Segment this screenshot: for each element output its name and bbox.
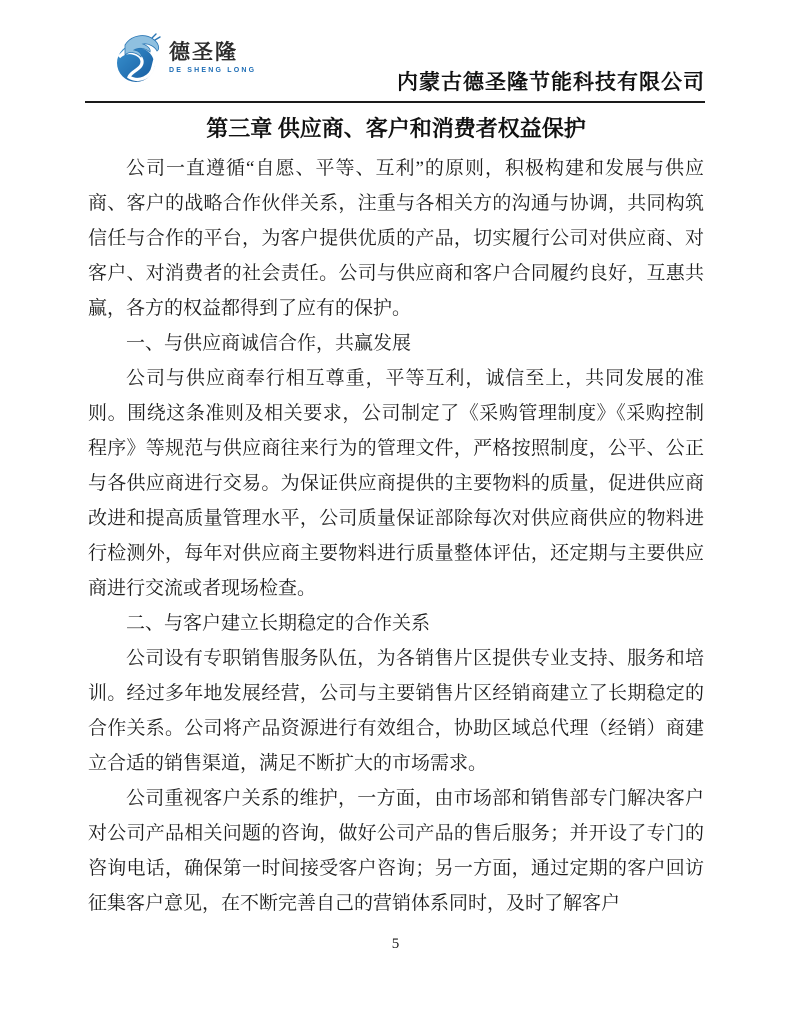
paragraph-customers-2: 公司重视客户关系的维护，一方面，由市场部和销售部专门解决客户对公司产品相关问题的咨询，做好公司产品的售后服务；并开设了专门的咨询电话，确保第一时间接受客户咨询；另一方面，通过定期的客户回访征集客户意见，在不断完善自己的营销体系同时，及时了解客户 [88, 788, 704, 914]
logo-chinese-name: 德圣隆 [169, 40, 238, 64]
chapter-title: 第三章 供应商、客户和消费者权益保护 [206, 116, 586, 141]
paragraph-customers-1: 公司设有专职销售服务队伍，为各销售片区提供专业支持、服务和培训。经过多年地发展经营，公司与主要销售片区经销商建立了长期稳定的合作关系。公司将产品资源进行有效组合，协助区域总代理（经销）商建立合适的销售渠道，满足不断扩大的市场需求。 [88, 648, 704, 774]
company-logo [115, 31, 256, 85]
section-heading-customers: 二、与客户建立长期稳定的合作关系 [126, 613, 431, 634]
document-body [88, 110, 704, 921]
dragon-logo-icon [115, 31, 167, 85]
company-name: 内蒙古德圣隆节能科技有限公司 [397, 70, 705, 94]
logo-text-block [169, 42, 256, 75]
paragraph-intro: 公司一直遵循“自愿、平等、互利”的原则，积极构建和发展与供应商、客户的战略合作伙伴关系，注重与各相关方的沟通与协调，共同构筑信任与合作的平台，为客户提供优质的产品，切实履行公司对供应商、对客户、对消费者的社会责任。公司与供应商和客户合同履约良好，互惠共赢，各方的权益都得到了应有的保护。 [88, 158, 704, 319]
section-heading-suppliers: 一、与供应商诚信合作，共赢发展 [126, 333, 412, 354]
page-header [85, 0, 705, 103]
page-number: 5 [391, 936, 400, 952]
logo-english-name: DE SHENG LONG [169, 66, 257, 74]
paragraph-suppliers: 公司与供应商奉行相互尊重，平等互利，诚信至上，共同发展的准则。围绕这条准则及相关要求，公司制定了《采购管理制度》《采购控制程序》等规范与供应商往来行为的管理文件，严格按照制度，公平、公正与各供应商进行交易。为保证供应商提供的主要物料的质量，促进供应商改进和提高质量管理水平，公司质量保证部除每次对供应商供应的物料进行检测外，每年对供应商主要物料进行质量整体评估，还定期与主要供应商进行交流或者现场检查。 [88, 368, 704, 599]
